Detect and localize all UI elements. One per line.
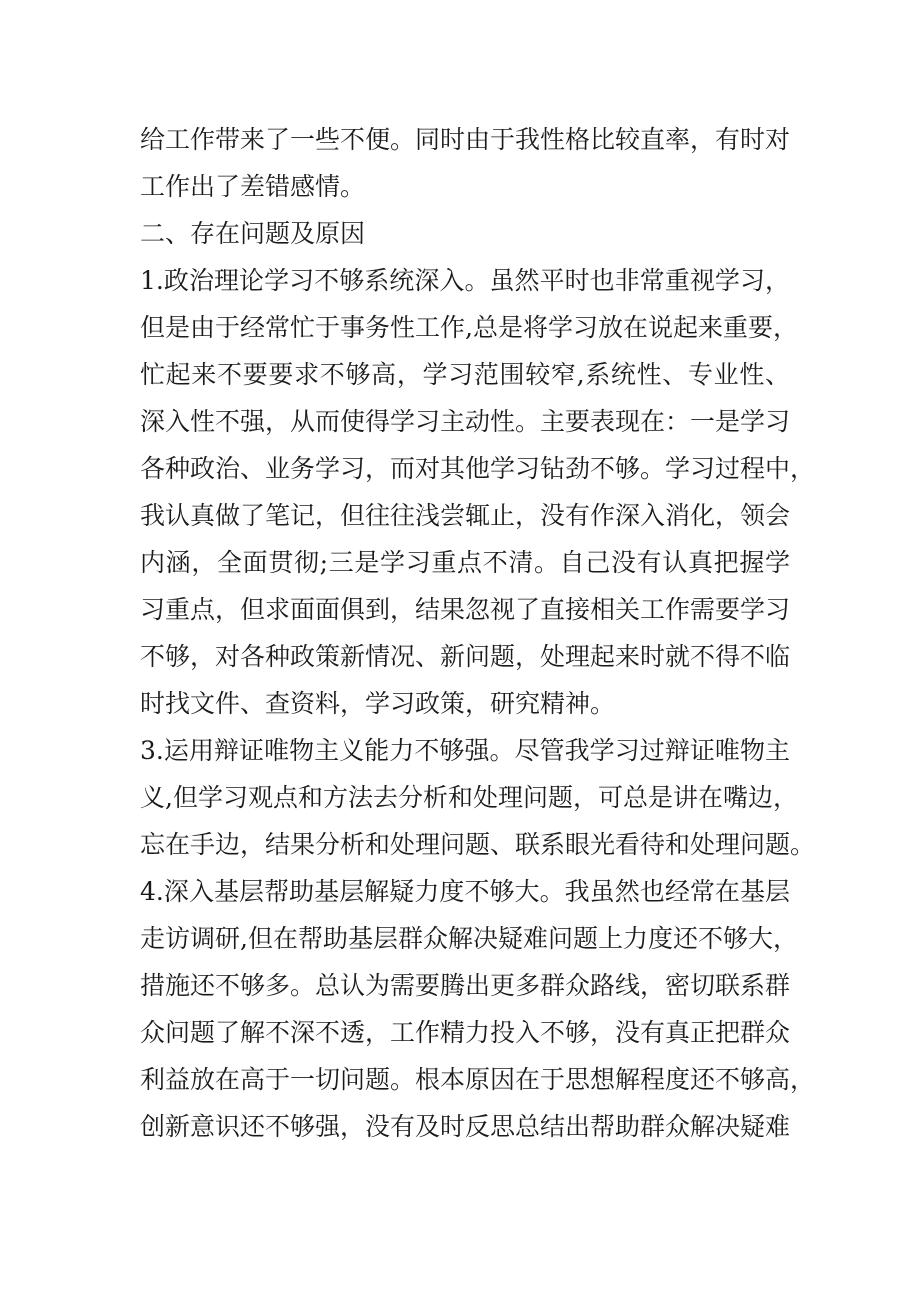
- text-line: 措施还不够多。总认为需要腾出更多群众路线，密切联系群: [140, 971, 791, 1000]
- text-line: 但是由于经常忙于事务性工作,总是将学习放在说起来重要，: [140, 313, 798, 342]
- text-line: 不够，对各种政策新情况、新问题，处理起来时就不得不临: [140, 642, 791, 671]
- text-line: 时找文件、查资料，学习政策，研究精神。: [140, 689, 616, 718]
- text-line: 众问题了解不深不透，工作精力投入不够，没有真正把群众: [140, 1018, 791, 1047]
- section-heading: 二、存在问题及原因: [140, 219, 366, 248]
- text-line: 我认真做了笔记，但往往浅尝辄止，没有作深入消化，领会: [140, 501, 791, 530]
- document-body: [140, 116, 816, 1150]
- text-line: 3.运用辩证唯物主义能力不够强。尽管我学习过辩证唯物主: [140, 736, 790, 765]
- text-line: 各种政治、业务学习，而对其他学习钻劲不够。学习过程中，: [140, 454, 816, 483]
- text-line: 内涵，全面贯彻;三是学习重点不清。自己没有认真把握学: [140, 548, 790, 577]
- text-line: 忘在手边，结果分析和处理问题、联系眼光看待和处理问题。: [140, 830, 816, 859]
- text-line: 给工作带来了一些不便。同时由于我性格比较直率，有时对: [140, 125, 791, 154]
- text-line: 1.政治理论学习不够系统深入。虽然平时也非常重视学习，: [140, 266, 790, 295]
- text-line: 深入性不强，从而使得学习主动性。主要表现在：一是学习: [140, 407, 791, 436]
- text-line: 利益放在高于一切问题。根本原因在于思想解程度还不够高，: [140, 1065, 816, 1094]
- text-line: 创新意识还不够强，没有及时反思总结出帮助群众解决疑难: [140, 1112, 791, 1141]
- text-line: 工作出了差错感情。: [140, 172, 366, 201]
- text-line: 习重点，但求面面俱到，结果忽视了直接相关工作需要学习: [140, 595, 791, 624]
- text-line: 4.深入基层帮助基层解疑力度不够大。我虽然也经常在基层: [140, 877, 790, 906]
- text-line: 忙起来不要要求不够高，学习范围较窄,系统性、专业性、: [140, 360, 790, 389]
- text-line: 义,但学习观点和方法去分析和处理问题，可总是讲在嘴边，: [140, 783, 798, 812]
- text-line: 走访调研,但在帮助基层群众解决疑难问题上力度还不够大，: [140, 924, 798, 953]
